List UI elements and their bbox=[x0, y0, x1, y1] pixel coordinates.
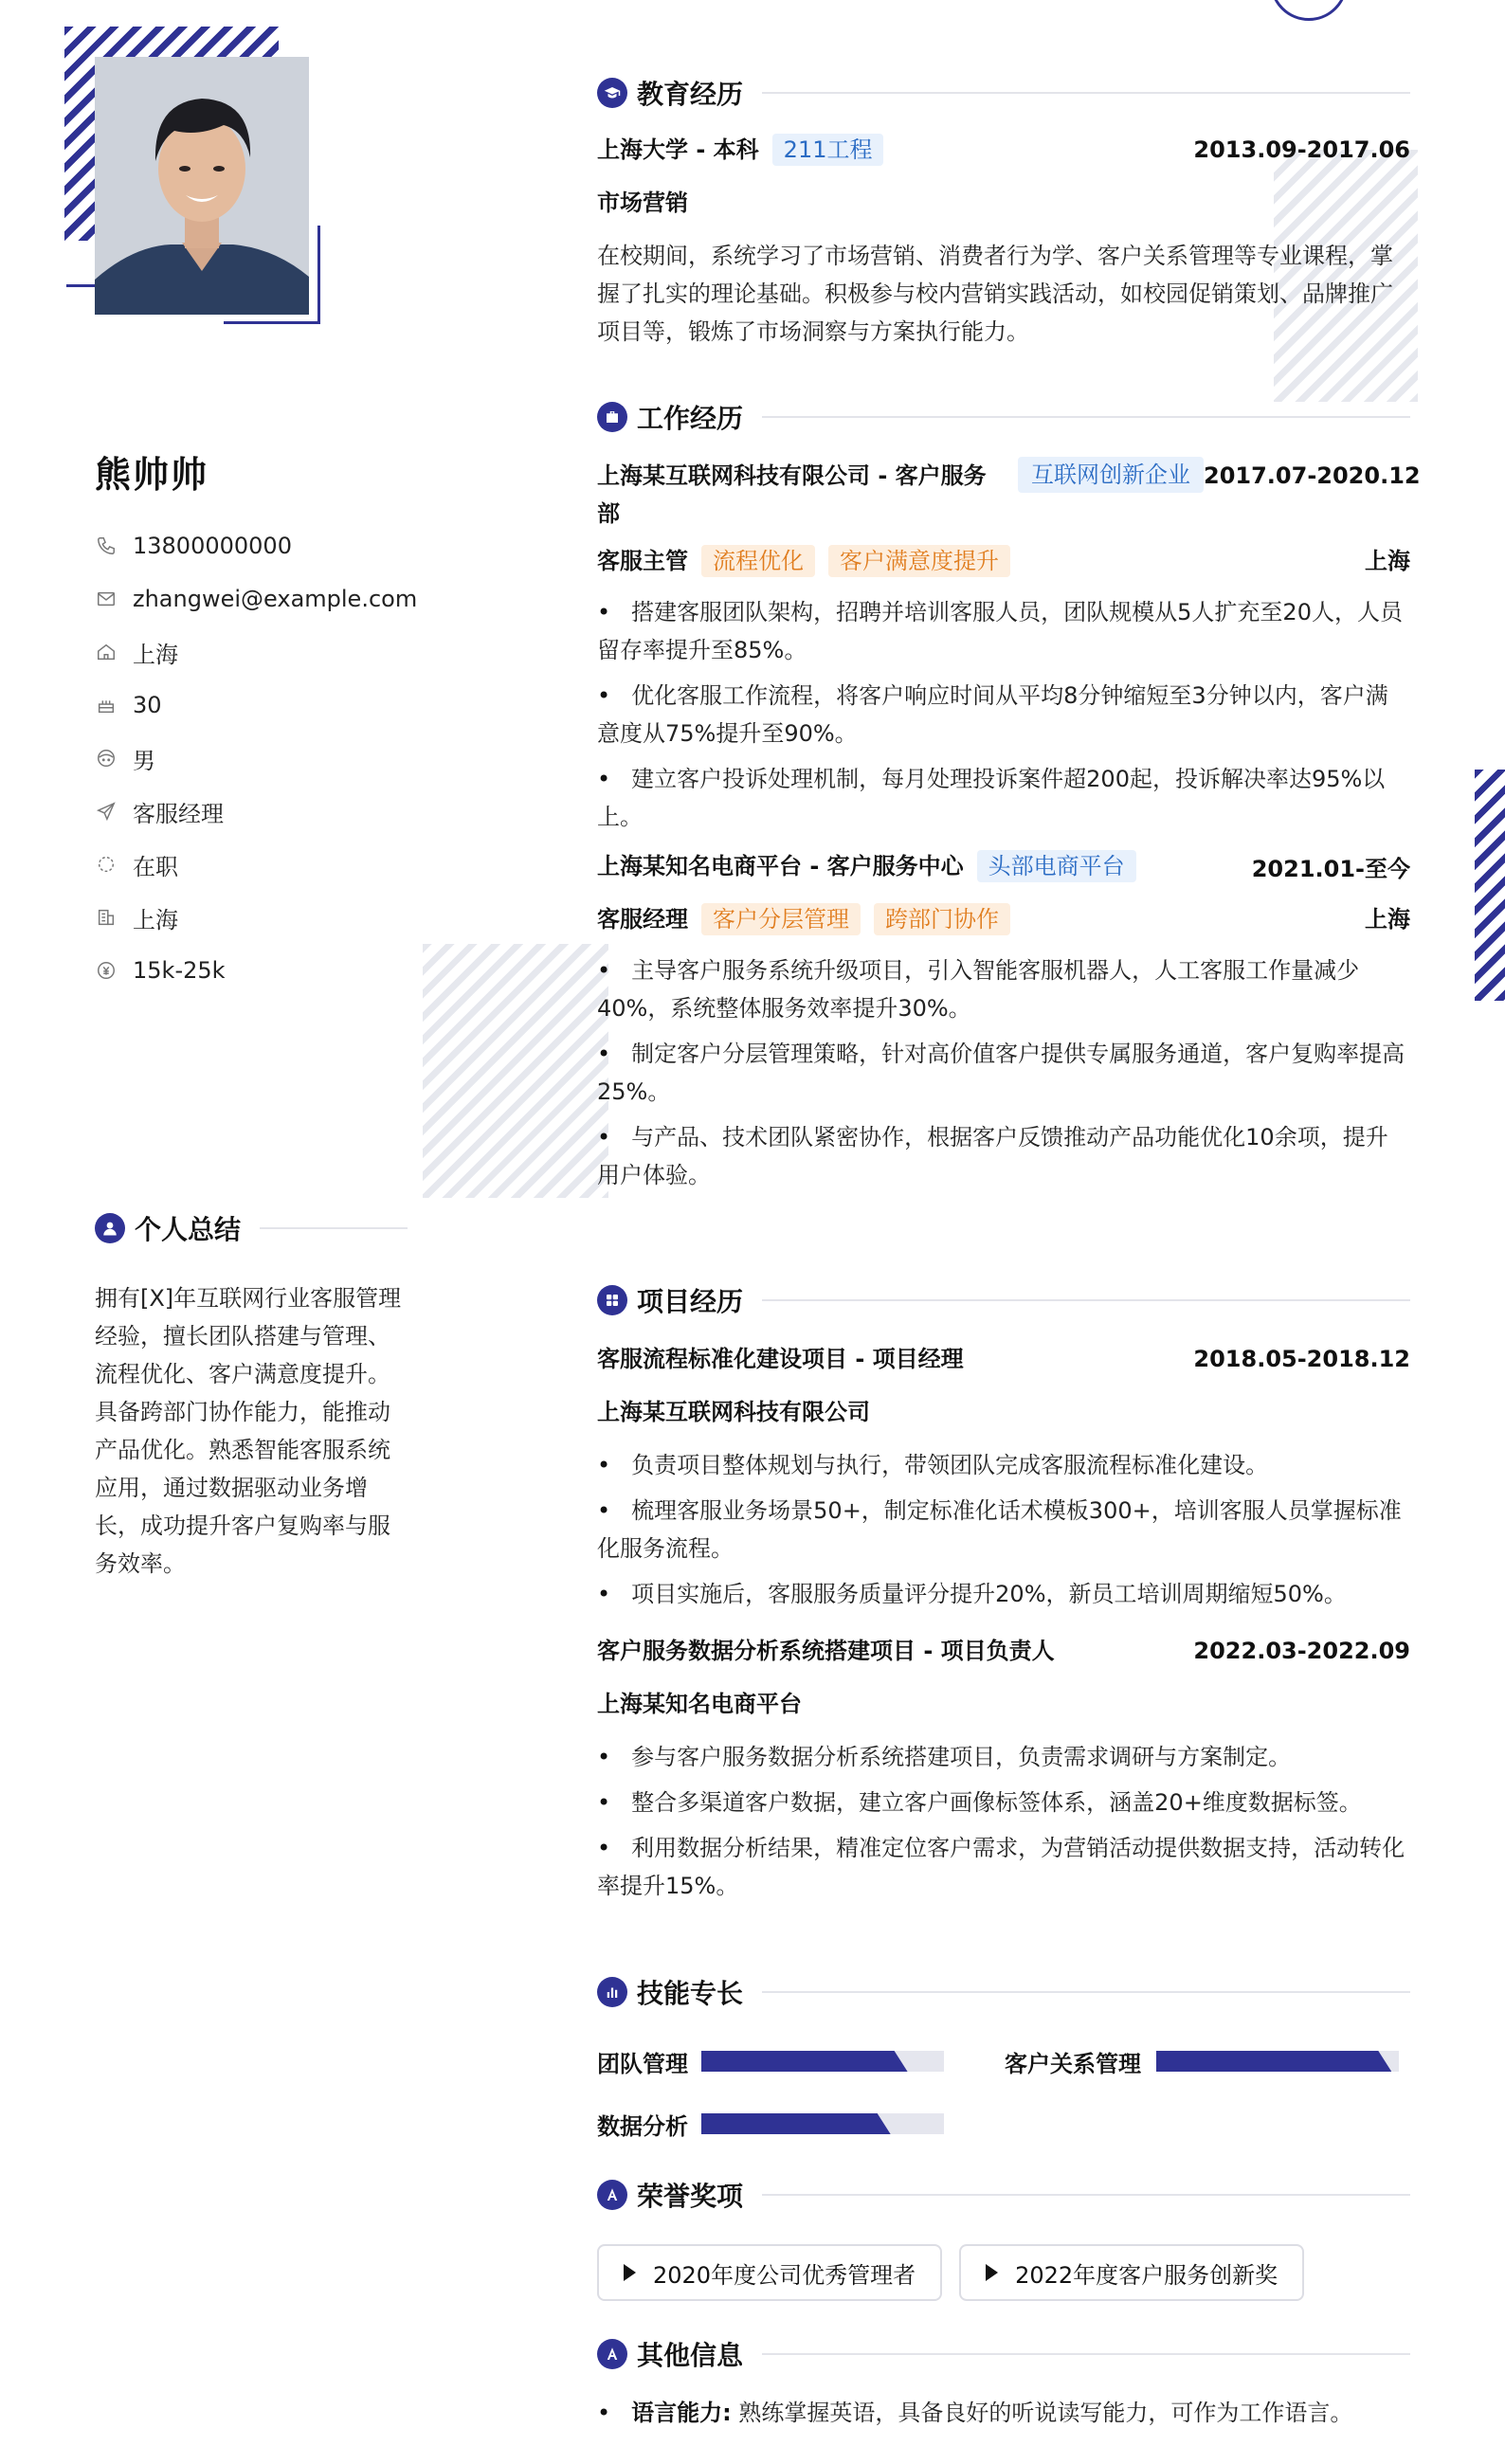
projects-title: 项目经历 bbox=[637, 1286, 744, 1317]
info-location bbox=[95, 625, 417, 679]
divider bbox=[762, 1991, 1410, 1993]
photo-frame-decoration bbox=[224, 226, 320, 324]
skill-level-bar bbox=[701, 2113, 944, 2134]
job-date: 2021.01-至今 bbox=[1251, 855, 1410, 882]
skills-section-header bbox=[597, 1973, 1410, 2011]
skill-level-bar bbox=[701, 2051, 944, 2072]
education-section-header bbox=[597, 74, 1410, 112]
other-text: 熟练掌握英语，具备良好的听说读写能力，可作为工作语言。 bbox=[738, 2400, 1353, 2426]
contact-info-list bbox=[95, 519, 417, 997]
skill-item bbox=[597, 2093, 1005, 2155]
summary-title: 个人总结 bbox=[135, 1214, 242, 1245]
list-item: • 参与客户服务数据分析系统搭建项目，负责需求调研与方案制定。 bbox=[597, 1738, 1410, 1776]
cake-icon bbox=[95, 694, 118, 716]
phone-value: 13800000000 bbox=[133, 533, 292, 559]
list-item: • 与产品、技术团队紧密协作，根据客户反馈推动产品功能优化10余项，提升用户体验。 bbox=[597, 1118, 1410, 1194]
school-name: 上海大学 - 本科 bbox=[597, 136, 759, 163]
phone-icon bbox=[95, 534, 118, 557]
job-bullets bbox=[597, 593, 1410, 836]
skills-title: 技能专长 bbox=[637, 1978, 744, 2009]
list-item: • 整合多渠道客户数据，建立客户画像标签体系，涵盖20+维度数据标签。 bbox=[597, 1784, 1410, 1821]
project-bullets bbox=[597, 1446, 1410, 1613]
project-date: 2018.05-2018.12 bbox=[1193, 1346, 1410, 1372]
position-value: 客服经理 bbox=[133, 800, 224, 827]
list-item: • 制定客户分层管理策略，针对高价值客户提供专属服务通道，客户复购率提高25%。 bbox=[597, 1035, 1410, 1111]
graduation-cap-icon bbox=[597, 78, 627, 108]
summary-text: 拥有[X]年互联网行业客服管理经验，擅长团队搭建与管理、流程优化、客户满意度提升。具备跨部门协作能力，能推动产品优化。熟悉智能客服系统应用，通过数据驱动业务增长，成功提升客户复购率与服务效率。 bbox=[95, 1285, 402, 1577]
award-icon bbox=[597, 2180, 627, 2210]
info-phone bbox=[95, 519, 417, 572]
divider bbox=[260, 1227, 408, 1229]
award-item bbox=[959, 2244, 1304, 2301]
job-bullets bbox=[597, 951, 1410, 1194]
other-section-header bbox=[597, 2335, 1410, 2373]
send-icon bbox=[95, 800, 118, 823]
bar-chart-icon bbox=[597, 1977, 627, 2007]
project-org: 上海某知名电商平台 bbox=[597, 1691, 802, 1717]
list-item bbox=[597, 2394, 1410, 2432]
work-title: 工作经历 bbox=[637, 403, 744, 434]
gender-value: 男 bbox=[133, 747, 155, 774]
awards-list bbox=[597, 2244, 1410, 2301]
project-org: 上海某互联网科技有限公司 bbox=[597, 1399, 870, 1425]
honors-section-header bbox=[597, 2176, 1410, 2214]
skill-level-fill bbox=[701, 2051, 908, 2072]
project-entry bbox=[597, 1632, 1410, 1905]
sidebar bbox=[0, 0, 531, 2464]
other-label: 语言能力: bbox=[631, 2400, 732, 2426]
divider bbox=[762, 2353, 1410, 2355]
skill-name: 客户关系管理 bbox=[1005, 2050, 1141, 2077]
job-role-row bbox=[597, 542, 1410, 580]
info-position bbox=[95, 785, 417, 838]
divider bbox=[762, 92, 1410, 94]
skill-name: 团队管理 bbox=[597, 2050, 688, 2077]
school-tag: 211工程 bbox=[772, 134, 884, 166]
work-section-header bbox=[597, 398, 1410, 436]
job-entry bbox=[597, 847, 1410, 1194]
skill-tag: 客户分层管理 bbox=[701, 903, 861, 935]
skill-name: 数据分析 bbox=[597, 2112, 688, 2140]
other-section bbox=[597, 2335, 1410, 2439]
other-title: 其他信息 bbox=[637, 2340, 744, 2371]
list-item: • 项目实施后，客服服务质量评分提升20%，新员工培训周期缩短50%。 bbox=[597, 1575, 1410, 1613]
job-city: 上海 bbox=[1365, 906, 1410, 933]
skill-level-fill bbox=[1156, 2051, 1391, 2072]
job-entry bbox=[597, 457, 1421, 836]
info-status bbox=[95, 838, 417, 891]
education-date: 2013.09-2017.06 bbox=[1193, 136, 1410, 163]
divider bbox=[762, 416, 1410, 418]
gender-icon bbox=[95, 747, 118, 770]
job-company: 上海某知名电商平台 - 客户服务中心 bbox=[597, 853, 964, 879]
divider bbox=[762, 1299, 1410, 1301]
info-email bbox=[95, 572, 417, 625]
job-header-row bbox=[597, 457, 1421, 533]
list-item: • 负责项目整体规划与执行，带领团队完成客服流程标准化建设。 bbox=[597, 1446, 1410, 1484]
skills-section bbox=[597, 1973, 1410, 2155]
education-title: 教育经历 bbox=[637, 79, 744, 110]
job-company: 上海某互联网科技有限公司 - 客户服务部 bbox=[597, 462, 987, 527]
info-age bbox=[95, 679, 417, 732]
skills-list bbox=[597, 2030, 1410, 2155]
skill-level-bar bbox=[1156, 2051, 1399, 2072]
home-icon bbox=[95, 641, 118, 663]
skill-level-fill bbox=[701, 2113, 891, 2134]
skill-tag: 客户满意度提升 bbox=[828, 545, 1010, 577]
location-value: 上海 bbox=[133, 641, 178, 668]
candidate-name: 熊帅帅 bbox=[95, 454, 209, 496]
status-icon bbox=[95, 853, 118, 876]
projects-section bbox=[597, 1281, 1410, 1912]
photo-accent-line bbox=[66, 284, 95, 287]
list-item: • 梳理客服业务场景50+，制定标准化话术模板300+，培训客服人员掌握标准化服务流程。 bbox=[597, 1492, 1410, 1567]
education-section bbox=[597, 74, 1410, 351]
salary-value: 15k-25k bbox=[133, 957, 226, 984]
age-value: 30 bbox=[133, 692, 162, 718]
project-bullets bbox=[597, 1738, 1410, 1905]
info-gender bbox=[95, 732, 417, 785]
stripe-decoration-edge bbox=[1475, 770, 1505, 1001]
info-city bbox=[95, 891, 417, 944]
play-icon bbox=[986, 2264, 998, 2281]
projects-section-header bbox=[597, 1281, 1410, 1319]
salary-icon bbox=[95, 959, 118, 982]
honors-section bbox=[597, 2176, 1410, 2301]
company-tag: 互联网创新企业 bbox=[1018, 457, 1204, 493]
project-header-row bbox=[597, 1632, 1410, 1670]
list-item: • 搭建客服团队架构，招聘并培训客服人员，团队规模从5人扩充至20人，人员留存率提升至85%。 bbox=[597, 593, 1410, 669]
skill-item bbox=[1005, 2030, 1410, 2093]
skill-tag: 跨部门协作 bbox=[874, 903, 1010, 935]
award-label: 2022年度客户服务创新奖 bbox=[1015, 2261, 1278, 2289]
project-header-row bbox=[597, 1340, 1410, 1378]
summary-section-header bbox=[95, 1209, 408, 1247]
job-date: 2017.07-2020.12 bbox=[1204, 462, 1421, 489]
skill-tag: 流程优化 bbox=[701, 545, 815, 577]
mail-icon bbox=[95, 588, 118, 610]
project-name: 客服流程标准化建设项目 - 项目经理 bbox=[597, 1346, 964, 1372]
project-date: 2022.03-2022.09 bbox=[1193, 1638, 1410, 1664]
award-label: 2020年度公司优秀管理者 bbox=[653, 2261, 916, 2289]
other-list bbox=[597, 2394, 1410, 2432]
list-item: • 优化客服工作流程，将客户响应时间从平均8分钟缩短至3分钟以内，客户满意度从75%提升至90%。 bbox=[597, 677, 1410, 752]
building-icon bbox=[95, 906, 118, 929]
info-icon bbox=[597, 2339, 627, 2369]
list-item: • 利用数据分析结果，精准定位客户需求，为营销活动提供数据支持，活动转化率提升15%。 bbox=[597, 1829, 1410, 1905]
divider bbox=[762, 2194, 1410, 2196]
list-item: • 主导客户服务系统升级项目，引入智能客服机器人，人工客服工作量减少40%，系统整体服务效率提升30%。 bbox=[597, 951, 1410, 1027]
email-value: zhangwei@example.com bbox=[133, 586, 418, 612]
project-entry bbox=[597, 1340, 1410, 1613]
work-section bbox=[597, 398, 1421, 1202]
grid-icon bbox=[597, 1285, 627, 1315]
education-description: 在校期间，系统学习了市场营销、消费者行为学、客户关系管理等专业课程，掌握了扎实的理论基础。积极参与校内营销实践活动，如校园促销策划、品牌推广项目等，锻炼了市场洞察与方案执行能力。 bbox=[597, 243, 1393, 345]
job-role: 客服经理 bbox=[597, 906, 688, 933]
job-header-row bbox=[597, 847, 1410, 885]
skill-item bbox=[597, 2030, 1005, 2093]
honors-title: 荣誉奖项 bbox=[637, 2181, 744, 2212]
award-item bbox=[597, 2244, 942, 2301]
job-role: 客服主管 bbox=[597, 548, 688, 574]
circle-decoration bbox=[1270, 0, 1348, 21]
play-icon bbox=[624, 2264, 636, 2281]
briefcase-icon bbox=[597, 402, 627, 432]
info-salary bbox=[95, 944, 417, 997]
city-value: 上海 bbox=[133, 906, 178, 933]
education-header-row bbox=[597, 131, 1410, 169]
company-tag: 头部电商平台 bbox=[977, 850, 1136, 882]
job-city: 上海 bbox=[1365, 548, 1410, 574]
project-name: 客户服务数据分析系统搭建项目 - 项目负责人 bbox=[597, 1638, 1055, 1664]
user-icon bbox=[95, 1213, 125, 1243]
major: 市场营销 bbox=[597, 190, 688, 216]
job-role-row bbox=[597, 900, 1410, 938]
status-value: 在职 bbox=[133, 853, 178, 880]
list-item: • 建立客户投诉处理机制，每月处理投诉案件超200起，投诉解决率达95%以上。 bbox=[597, 760, 1410, 836]
